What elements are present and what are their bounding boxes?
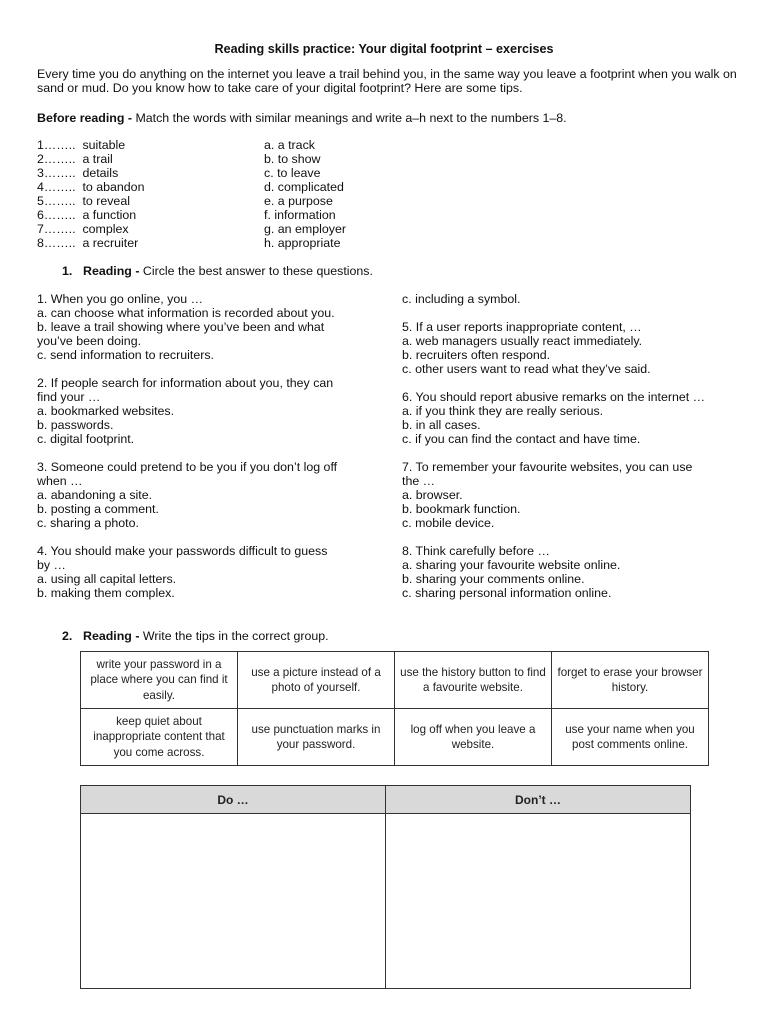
question-block xyxy=(37,376,367,446)
tips-table xyxy=(80,651,709,766)
match-item-number: 8…….. a recruiter xyxy=(37,236,139,250)
question-line: find your … xyxy=(37,390,101,404)
question-line: c. if you can find the contact and have time. xyxy=(402,432,641,446)
question-line: 5. If a user reports inappropriate content, … xyxy=(402,320,642,334)
section-2-instruction: Write the tips in the correct group. xyxy=(139,629,329,643)
match-item-letter: b. to show xyxy=(264,152,321,166)
question-block xyxy=(402,544,742,600)
page-title: Reading skills practice: Your digital footprint – exercises xyxy=(214,42,554,56)
section-1-instruction: Circle the best answer to these questions. xyxy=(139,264,373,278)
match-item-letter: e. a purpose xyxy=(264,194,333,208)
question-line: c. other users want to read what they’ve said. xyxy=(402,362,651,376)
matching-letters-list xyxy=(264,138,346,250)
tips-row xyxy=(81,709,709,766)
match-item-letter: d. complicated xyxy=(264,180,344,194)
matching-numbers-list xyxy=(37,138,144,250)
question-line: b. making them complex. xyxy=(37,586,175,600)
section-2-label: Reading - xyxy=(83,629,140,643)
match-item-number: 7…….. complex xyxy=(37,222,129,236)
question-line: you’ve been doing. xyxy=(37,334,142,348)
question-line: b. bookmark function. xyxy=(402,502,521,516)
match-item-letter: a. a track xyxy=(264,138,315,152)
before-reading-text: Match the words with similar meanings and write a–h next to the numbers 1–8. xyxy=(132,111,567,125)
question-line: c. including a symbol. xyxy=(402,292,521,306)
section-2-heading xyxy=(62,629,329,643)
section-1-number: 1. xyxy=(62,264,73,278)
question-line: b. passwords. xyxy=(37,418,114,432)
question-line: 3. Someone could pretend to be you if you don’t log off xyxy=(37,460,338,474)
dont-header: Don’t … xyxy=(386,786,691,814)
tip-cell: use punctuation marks in your password. xyxy=(238,709,395,766)
tip-cell: use the history button to find a favourite website. xyxy=(395,652,552,709)
question-line: 8. Think carefully before … xyxy=(402,544,550,558)
do-answer-area[interactable] xyxy=(81,814,386,989)
question-block xyxy=(402,320,742,376)
question-line: a. if you think they are really serious. xyxy=(402,404,604,418)
question-line: by … xyxy=(37,558,66,572)
question-line: a. sharing your favourite website online. xyxy=(402,558,621,572)
before-reading-label: Before reading - xyxy=(37,111,133,125)
questions-left-column xyxy=(37,292,367,614)
question-line: b. leave a trail showing where you’ve been and what xyxy=(37,320,325,334)
do-header: Do … xyxy=(81,786,386,814)
match-item-letter: f. information xyxy=(264,208,336,222)
tip-cell: write your password in a place where you can find it easily. xyxy=(81,652,238,709)
section-2-number: 2. xyxy=(62,629,73,643)
tips-row xyxy=(81,652,709,709)
match-item-number: 5…….. to reveal xyxy=(37,194,130,208)
question-block xyxy=(402,460,742,530)
match-item-number: 3…….. details xyxy=(37,166,119,180)
question-line: c. digital footprint. xyxy=(37,432,135,446)
question-block xyxy=(37,544,367,600)
question-line: 6. You should report abusive remarks on the internet … xyxy=(402,390,706,404)
question-block xyxy=(402,292,742,306)
tip-cell: forget to erase your browser history. xyxy=(552,652,709,709)
intro-paragraph: Every time you do anything on the internet you leave a trail behind you, in the same way you leave a footprint when you walk on sand or mud. Do you know how to take care of your digital footprint? Here are some tips. xyxy=(37,67,737,95)
tip-cell: use your name when you post comments online. xyxy=(552,709,709,766)
question-block xyxy=(37,292,367,362)
question-line: c. sharing personal information online. xyxy=(402,586,612,600)
question-line: b. recruiters often respond. xyxy=(402,348,551,362)
question-line: a. using all capital letters. xyxy=(37,572,177,586)
question-line: c. send information to recruiters. xyxy=(37,348,214,362)
question-line: a. abandoning a site. xyxy=(37,488,153,502)
match-item-letter: c. to leave xyxy=(264,166,321,180)
match-item-number: 6…….. a function xyxy=(37,208,137,222)
before-reading-instruction xyxy=(37,111,567,125)
question-block xyxy=(37,460,367,530)
section-1-heading xyxy=(62,264,373,278)
question-line: a. web managers usually react immediately. xyxy=(402,334,643,348)
questions-right-column xyxy=(402,292,742,614)
section-1-label: Reading - xyxy=(83,264,140,278)
tip-cell: use a picture instead of a photo of yourself. xyxy=(238,652,395,709)
question-block xyxy=(402,390,742,446)
tip-cell: keep quiet about inappropriate content that you come across. xyxy=(81,709,238,766)
question-line: a. can choose what information is recorded about you. xyxy=(37,306,335,320)
tip-cell: log off when you leave a website. xyxy=(395,709,552,766)
question-line: b. in all cases. xyxy=(402,418,481,432)
match-item-number: 1…….. suitable xyxy=(37,138,126,152)
question-line: 4. You should make your passwords difficult to guess xyxy=(37,544,328,558)
question-line: the … xyxy=(402,474,436,488)
question-line: 1. When you go online, you … xyxy=(37,292,203,306)
match-item-letter: g. an employer xyxy=(264,222,346,236)
question-line: c. sharing a photo. xyxy=(37,516,139,530)
dont-answer-area[interactable] xyxy=(386,814,691,989)
question-line: c. mobile device. xyxy=(402,516,495,530)
question-line: when … xyxy=(37,474,83,488)
question-line: a. browser. xyxy=(402,488,463,502)
do-dont-table xyxy=(80,785,691,989)
question-line: b. posting a comment. xyxy=(37,502,159,516)
question-line: 7. To remember your favourite websites, you can use xyxy=(402,460,693,474)
question-line: b. sharing your comments online. xyxy=(402,572,585,586)
match-item-number: 4…….. to abandon xyxy=(37,180,145,194)
match-item-number: 2…….. a trail xyxy=(37,152,113,166)
question-line: a. bookmarked websites. xyxy=(37,404,175,418)
question-line: 2. If people search for information about you, they can xyxy=(37,376,334,390)
match-item-letter: h. appropriate xyxy=(264,236,341,250)
